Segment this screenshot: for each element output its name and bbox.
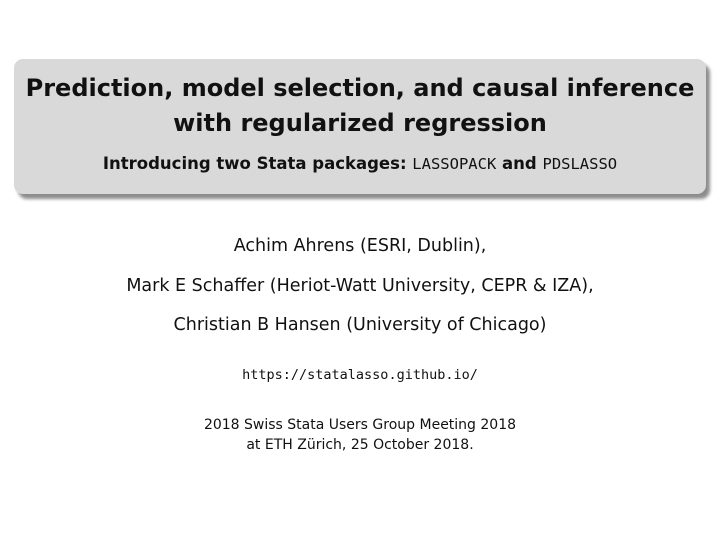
title-line-1: Prediction, model selection, and causal inference	[25, 74, 695, 102]
package-name-pdslasso: PDSLASSO	[542, 155, 618, 173]
subtitle-connector: and	[496, 154, 543, 173]
title-block	[14, 59, 706, 194]
subtitle	[14, 154, 706, 173]
title-line-2: with regularized regression	[173, 109, 547, 137]
package-name-lassopack: LASSOPACK	[412, 155, 497, 173]
author-1: Achim Ahrens (ESRI, Dublin),	[233, 236, 487, 256]
event-line-2: at ETH Zürich, 25 October 2018.	[246, 437, 474, 453]
author-2: Mark E Schaffer (Heriot-Watt University, CEPR & IZA),	[126, 276, 594, 296]
subtitle-prefix: Introducing two Stata packages:	[102, 154, 413, 173]
author-3: Christian B Hansen (University of Chicago)	[173, 315, 547, 335]
event-line-1: 2018 Swiss Stata Users Group Meeting 2018	[203, 417, 517, 433]
project-url[interactable]: https://statalasso.github.io/	[242, 367, 478, 383]
